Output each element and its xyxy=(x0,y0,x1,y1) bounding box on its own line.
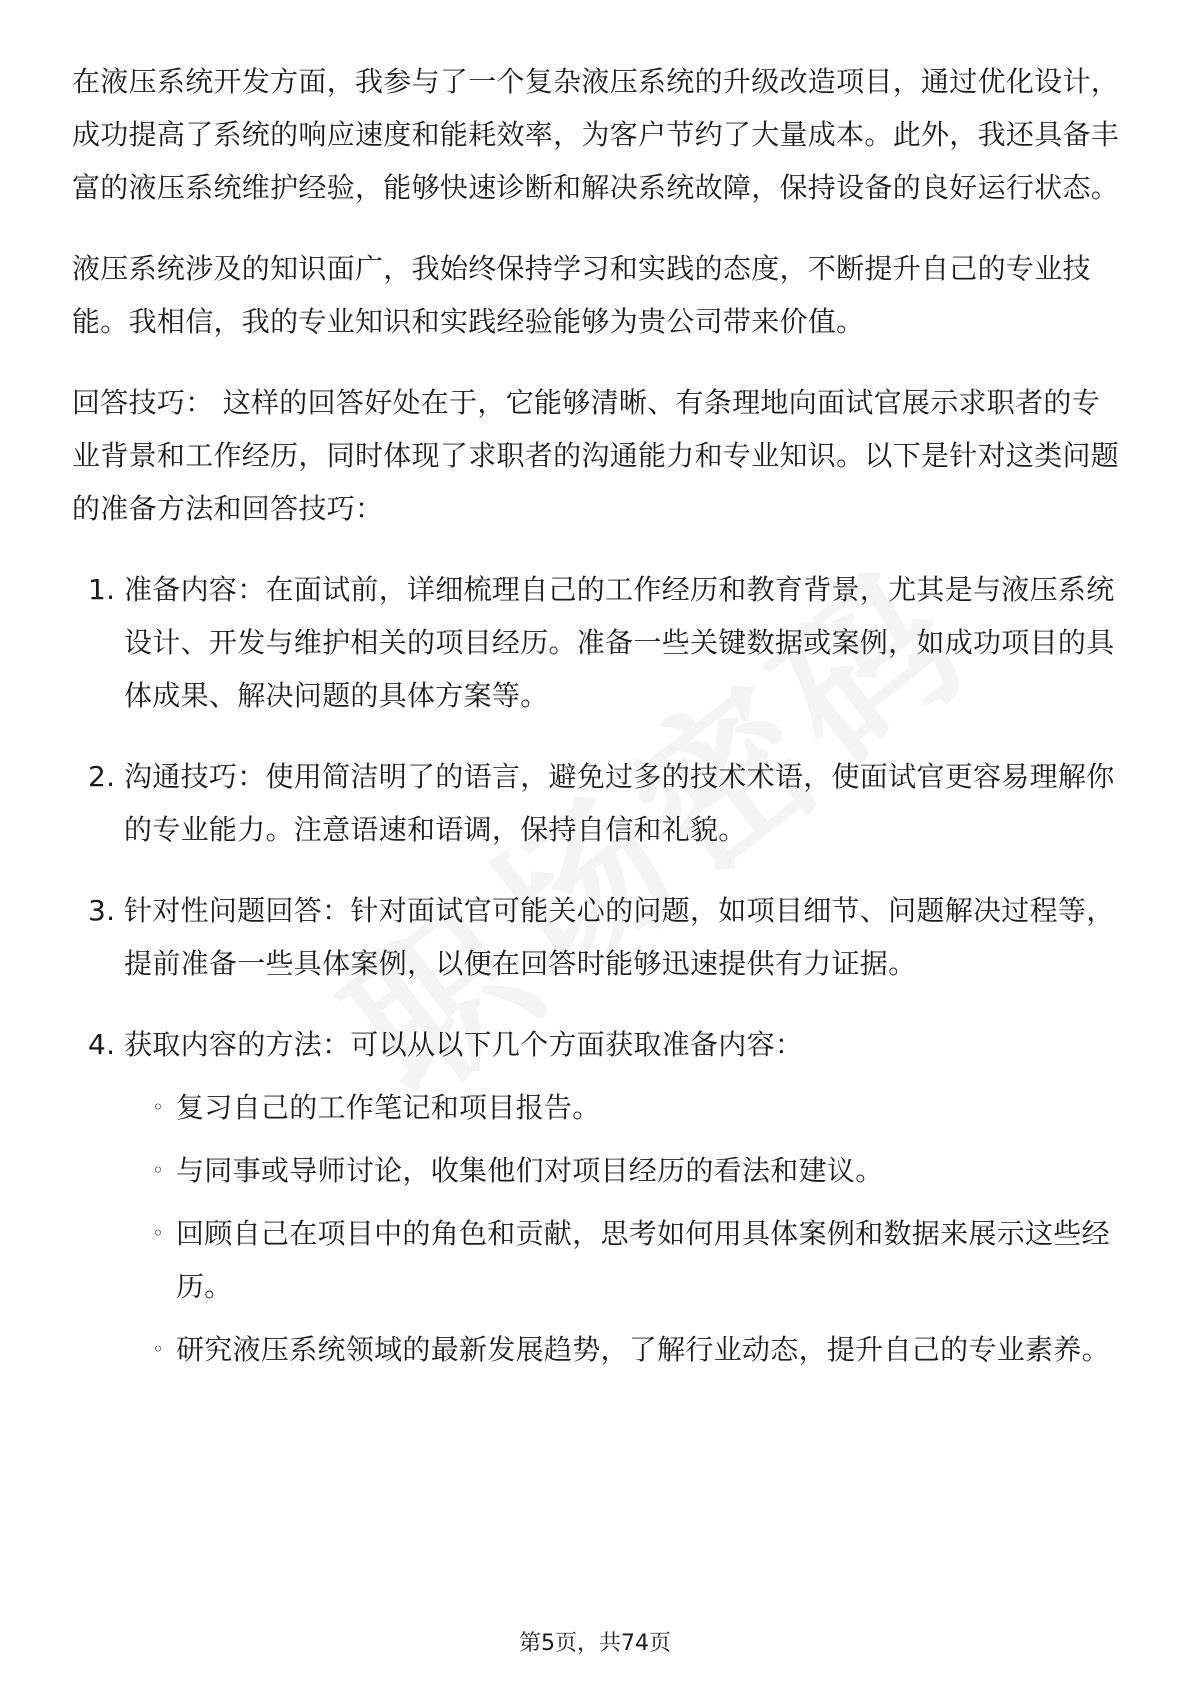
sub-list-item-text: 复习自己的工作笔记和项目报告。 xyxy=(176,1091,601,1124)
paragraph-answer-tips: 回答技巧： 这样的回答好处在于，它能够清晰、有条理地向面试官展示求职者的专业背景和工作经历，同时体现了求职者的沟通能力和专业知识。以下是针对这类问题的准备方法和回答技巧： xyxy=(72,386,1120,525)
list-item-text: 获取内容的方法：可以从以下几个方面获取准备内容： xyxy=(124,1028,804,1061)
bullet-icon: ◦ xyxy=(152,1095,165,1119)
bullet-icon: ◦ xyxy=(152,1337,165,1361)
sub-list-item xyxy=(124,1207,1122,1313)
list-number: 2. xyxy=(88,760,116,793)
list-number: 3. xyxy=(88,894,116,927)
list-item-text: 准备内容：在面试前，详细梳理自己的工作经历和教育背景，尤其是与液压系统设计、开发与维护相关的项目经历。准备一些关键数据或案例，如成功项目的具体成果、解决问题的具体方案等。 xyxy=(124,573,1115,712)
list-item-text: 针对性问题回答：针对面试官可能关心的问题，如项目细节、问题解决过程等，提前准备一些具体案例，以便在回答时能够迅速提供有力证据。 xyxy=(124,894,1115,980)
list-item xyxy=(72,884,1122,990)
page-footer: 第5页，共74页 xyxy=(519,1631,671,1656)
tips-list xyxy=(72,563,1122,1376)
list-item xyxy=(72,1018,1122,1376)
list-number: 1. xyxy=(88,573,116,606)
sub-list-item-text: 研究液压系统领域的最新发展趋势，了解行业动态，提升自己的专业素养。 xyxy=(176,1333,1110,1366)
paragraph-hydraulic-development: 在液压系统开发方面，我参与了一个复杂液压系统的升级改造项目，通过优化设计，成功提高了系统的响应速度和能耗效率，为客户节约了大量成本。此外，我还具备丰富的液压系统维护经验，能够快速诊断和解决系统故障，保持设备的良好运行状态。 xyxy=(72,65,1120,204)
sub-list xyxy=(124,1081,1122,1376)
list-item xyxy=(72,750,1122,856)
sub-list-item-text: 回顾自己在项目中的角色和贡献，思考如何用具体案例和数据来展示这些经历。 xyxy=(176,1217,1110,1303)
list-number: 4. xyxy=(88,1028,116,1061)
sub-list-item xyxy=(124,1323,1122,1376)
bullet-icon: ◦ xyxy=(152,1158,165,1182)
bullet-icon: ◦ xyxy=(152,1221,165,1245)
sub-list-item xyxy=(124,1081,1122,1134)
sub-list-item-text: 与同事或导师讨论，收集他们对项目经历的看法和建议。 xyxy=(176,1154,884,1187)
sub-list-item xyxy=(124,1144,1122,1197)
list-item-text: 沟通技巧：使用简洁明了的语言，避免过多的技术术语，使面试官更容易理解你的专业能力。注意语速和语调，保持自信和礼貌。 xyxy=(124,760,1115,846)
list-item xyxy=(72,563,1122,722)
paragraph-knowledge: 液压系统涉及的知识面广，我始终保持学习和实践的态度，不断提升自己的专业技能。我相信，我的专业知识和实践经验能够为贵公司带来价值。 xyxy=(72,252,1091,338)
document-body xyxy=(72,55,1122,1404)
